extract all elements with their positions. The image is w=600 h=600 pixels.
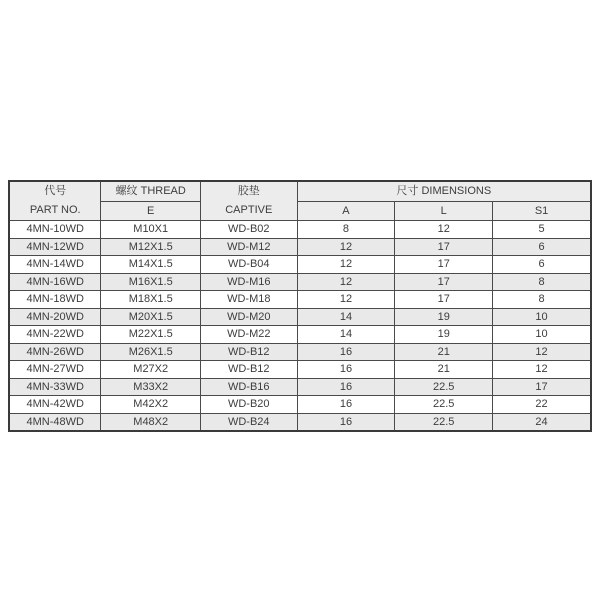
cell-part-no: 4MN-42WD [9, 396, 101, 414]
table-row [9, 238, 591, 256]
column-header-dim-s1: S1 [493, 201, 591, 221]
cell-dim-l: 12 [395, 221, 493, 239]
header-row-1 [9, 181, 591, 201]
cell-captive: WD-B02 [200, 221, 297, 239]
cell-dim-a: 12 [297, 273, 395, 291]
cell-dim-s1: 10 [493, 308, 591, 326]
table-row [9, 361, 591, 379]
table-row [9, 308, 591, 326]
cell-captive: WD-M12 [200, 238, 297, 256]
column-header-captive-en: CAPTIVE [225, 204, 273, 216]
table-body [9, 221, 591, 432]
cell-thread: M12X1.5 [101, 238, 201, 256]
cell-dim-a: 12 [297, 256, 395, 274]
cell-thread: M10X1 [101, 221, 201, 239]
column-header-dim-l: L [395, 201, 493, 221]
cell-dim-s1: 12 [493, 343, 591, 361]
cell-dim-s1: 12 [493, 361, 591, 379]
cell-thread: M26X1.5 [101, 343, 201, 361]
cell-dim-a: 16 [297, 343, 395, 361]
cell-thread: M33X2 [101, 378, 201, 396]
cell-captive: WD-B20 [200, 396, 297, 414]
cell-thread: M42X2 [101, 396, 201, 414]
cell-dim-l: 22.5 [395, 378, 493, 396]
cell-thread: M14X1.5 [101, 256, 201, 274]
cell-dim-s1: 22 [493, 396, 591, 414]
table-row [9, 343, 591, 361]
cell-part-no: 4MN-22WD [9, 326, 101, 344]
cell-dim-l: 17 [395, 273, 493, 291]
table-row [9, 221, 591, 239]
cell-thread: M27X2 [101, 361, 201, 379]
column-header-part-no-zh: 代号 [44, 185, 67, 197]
column-header-captive [200, 181, 297, 221]
cell-captive: WD-M16 [200, 273, 297, 291]
cell-dim-s1: 8 [493, 273, 591, 291]
cell-part-no: 4MN-16WD [9, 273, 101, 291]
cell-part-no: 4MN-14WD [9, 256, 101, 274]
cell-dim-l: 17 [395, 238, 493, 256]
cell-dim-a: 14 [297, 308, 395, 326]
cell-thread: M18X1.5 [101, 291, 201, 309]
cell-dim-l: 22.5 [395, 396, 493, 414]
cell-dim-s1: 6 [493, 238, 591, 256]
cell-dim-a: 12 [297, 291, 395, 309]
cell-part-no: 4MN-26WD [9, 343, 101, 361]
cell-thread: M16X1.5 [101, 273, 201, 291]
cell-dim-a: 16 [297, 413, 395, 431]
cell-part-no: 4MN-27WD [9, 361, 101, 379]
cell-dim-s1: 24 [493, 413, 591, 431]
cell-captive: WD-M22 [200, 326, 297, 344]
parts-spec-table [8, 180, 592, 432]
column-header-dimensions: 尺寸 DIMENSIONS [297, 181, 591, 201]
cell-dim-s1: 17 [493, 378, 591, 396]
cell-dim-l: 19 [395, 308, 493, 326]
cell-thread: M20X1.5 [101, 308, 201, 326]
column-header-captive-zh: 胶垫 [237, 185, 260, 197]
cell-dim-a: 16 [297, 378, 395, 396]
cell-dim-l: 17 [395, 291, 493, 309]
cell-part-no: 4MN-10WD [9, 221, 101, 239]
column-header-thread: 螺纹 THREAD [101, 181, 201, 201]
cell-captive: WD-B12 [200, 361, 297, 379]
cell-dim-l: 22.5 [395, 413, 493, 431]
cell-dim-a: 12 [297, 238, 395, 256]
table-row [9, 291, 591, 309]
column-header-thread-e: E [101, 201, 201, 221]
cell-part-no: 4MN-12WD [9, 238, 101, 256]
column-header-part-no [9, 181, 101, 221]
cell-captive: WD-B04 [200, 256, 297, 274]
cell-captive: WD-M18 [200, 291, 297, 309]
cell-thread: M22X1.5 [101, 326, 201, 344]
cell-thread: M48X2 [101, 413, 201, 431]
table-row [9, 256, 591, 274]
cell-captive: WD-B16 [200, 378, 297, 396]
table-row [9, 273, 591, 291]
table-row [9, 378, 591, 396]
cell-dim-l: 21 [395, 343, 493, 361]
table-header [9, 181, 591, 221]
cell-dim-l: 17 [395, 256, 493, 274]
cell-captive: WD-B12 [200, 343, 297, 361]
cell-dim-s1: 6 [493, 256, 591, 274]
cell-part-no: 4MN-20WD [9, 308, 101, 326]
cell-part-no: 4MN-33WD [9, 378, 101, 396]
parts-spec-table-container [8, 180, 592, 432]
cell-dim-s1: 8 [493, 291, 591, 309]
cell-dim-l: 21 [395, 361, 493, 379]
cell-part-no: 4MN-18WD [9, 291, 101, 309]
cell-dim-a: 14 [297, 326, 395, 344]
cell-dim-a: 16 [297, 361, 395, 379]
column-header-part-no-en: PART NO. [29, 204, 81, 216]
table-row [9, 326, 591, 344]
cell-dim-a: 16 [297, 396, 395, 414]
cell-part-no: 4MN-48WD [9, 413, 101, 431]
cell-captive: WD-B24 [200, 413, 297, 431]
table-row [9, 396, 591, 414]
cell-captive: WD-M20 [200, 308, 297, 326]
cell-dim-s1: 10 [493, 326, 591, 344]
cell-dim-l: 19 [395, 326, 493, 344]
column-header-dim-a: A [297, 201, 395, 221]
cell-dim-a: 8 [297, 221, 395, 239]
cell-dim-s1: 5 [493, 221, 591, 239]
table-row [9, 413, 591, 431]
